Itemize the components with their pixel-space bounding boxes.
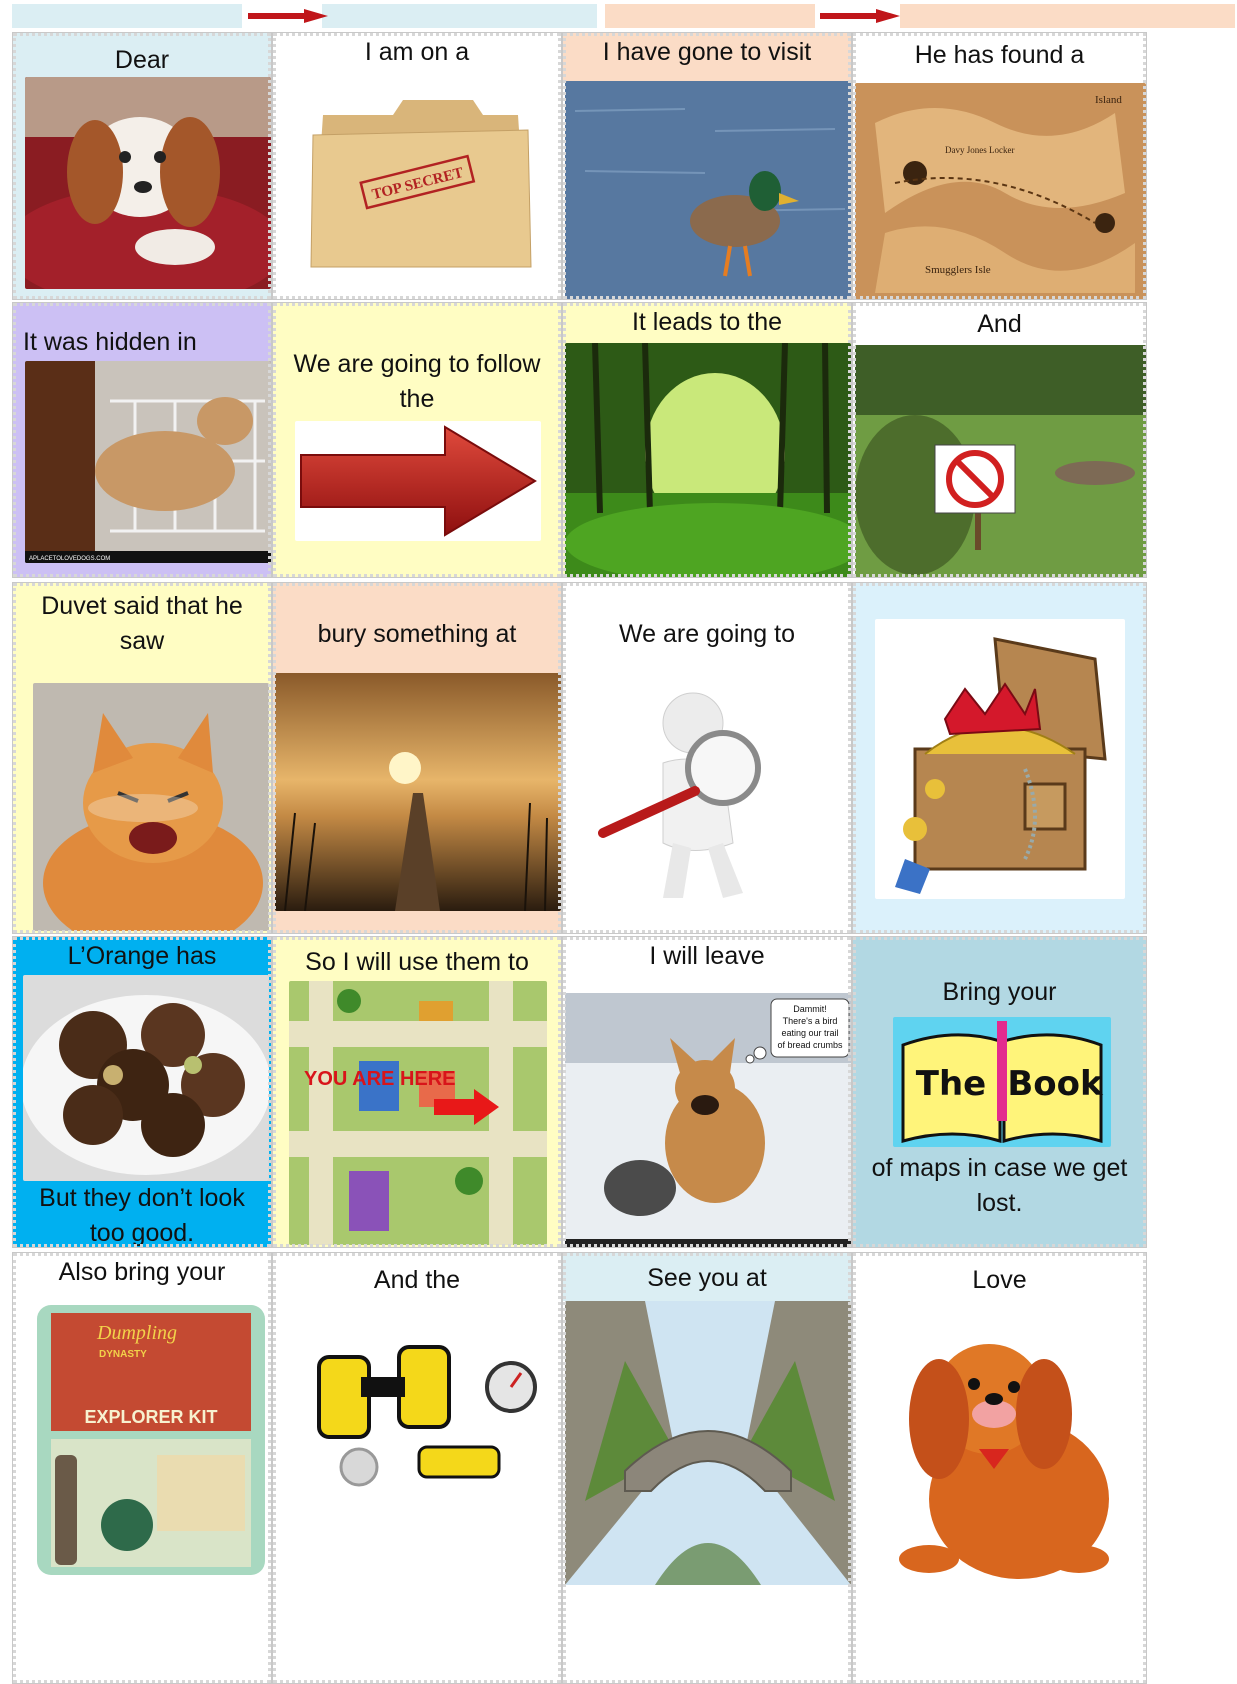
card-caption: See you at: [647, 1264, 767, 1292]
bridge-photo: [565, 1301, 851, 1585]
cartoon-dog-picture: [869, 1309, 1139, 1589]
card-bridge: [562, 1252, 852, 1684]
card-follow-arrow: [272, 302, 562, 578]
dishwasher-photo: [25, 361, 271, 563]
card-caption: He has found a: [914, 41, 1085, 69]
muffins-photo: [23, 975, 269, 1181]
treasure-map-picture: [855, 83, 1146, 299]
card-caption: Dear: [114, 46, 170, 74]
duck-on-water-icon: [565, 81, 851, 299]
snow-puppy-photo: [565, 993, 851, 1247]
card-top-secret: [272, 32, 562, 300]
book-word-the: The: [915, 1064, 987, 1104]
angry-cat-photo: [33, 683, 269, 931]
stone-bridge-gorge-icon: [565, 1301, 851, 1585]
town-map-picture: [289, 981, 547, 1245]
magnifier-figure-picture: [583, 683, 783, 905]
hissing-cat-icon: [33, 683, 269, 931]
card-caption: L’Orange has: [67, 942, 217, 970]
forest-icon: [565, 343, 851, 577]
card-dear: [12, 32, 272, 300]
forest-photo: [565, 343, 851, 577]
cat-and-no-dogs-sign-icon: [855, 345, 1146, 577]
card-love: [852, 1252, 1147, 1684]
map-label: Island: [1095, 94, 1122, 106]
card-duvet-saw: [12, 582, 272, 934]
cartoon-spaniel-icon: [869, 1309, 1139, 1589]
card-caption-bottom: of maps in case we get lost.: [871, 1154, 1128, 1217]
puppy-and-cat-in-snow-icon: [565, 993, 851, 1247]
explorer-kit-tin-icon: [37, 1305, 265, 1575]
card-caption: And the: [373, 1266, 461, 1294]
top-arrow-left-icon: [248, 9, 328, 23]
card-sunset-jetty: [272, 582, 562, 934]
photo-credit: APLACETOLOVEDOGS.COM: [29, 556, 111, 562]
treasure-chest-picture: [875, 619, 1125, 899]
card-caption: We are going to: [618, 620, 796, 648]
card-muffins: [12, 936, 272, 1248]
card-map: [852, 32, 1147, 300]
spaniel-photo: [25, 77, 271, 289]
duck-photo: [565, 81, 851, 299]
speech-line: eating our trail: [781, 1028, 839, 1038]
book-word-book: Book: [1007, 1064, 1103, 1104]
arrow-picture: [295, 421, 541, 541]
puppy-in-dishwasher-icon: [25, 361, 271, 563]
card-town-map: [272, 936, 562, 1248]
card-caption: I am on a: [364, 38, 470, 66]
open-book-icon: [893, 1017, 1111, 1147]
tin-label: DYNASTY: [99, 1349, 147, 1360]
explorer-kit-photo: [37, 1305, 265, 1575]
speech-line: Dammit!: [793, 1004, 827, 1014]
card-caption: I have gone to visit: [602, 38, 812, 66]
treasure-map-icon: [855, 83, 1146, 299]
spaniel-on-cushion-icon: [25, 77, 271, 289]
card-treasure-chest: [852, 582, 1147, 934]
card-caption: And: [977, 310, 1022, 338]
binoculars-picture: [299, 1337, 549, 1507]
card-caption: It leads to the: [631, 308, 783, 336]
card-caption: We are going to follow the: [293, 350, 541, 413]
folder-picture: [303, 85, 533, 275]
top-bar-right: [605, 4, 1235, 28]
card-duck: [562, 32, 852, 300]
card-caption: Also bring your: [58, 1258, 226, 1286]
card-forest: [562, 302, 852, 578]
story-card-grid: [12, 32, 1232, 1684]
card-binoculars: [272, 1252, 562, 1684]
tin-label: Dumpling: [97, 1322, 177, 1344]
book-picture: [893, 1017, 1111, 1147]
card-hidden-in: [12, 302, 272, 578]
speech-line: of bread crumbs: [777, 1040, 843, 1050]
binoculars-compass-torch-icon: [299, 1337, 549, 1507]
map-label: Davy Jones Locker: [945, 145, 1015, 155]
no-dogs-photo: [855, 345, 1146, 577]
card-caption: I will leave: [649, 942, 765, 970]
red-arrow-icon: [295, 421, 541, 541]
top-arrow-right-icon: [820, 9, 900, 23]
speech-line: There's a bird: [782, 1016, 838, 1026]
card-and-cat: [852, 302, 1147, 578]
sunset-jetty-icon: [275, 673, 561, 911]
card-caption: Duvet said that he saw: [41, 592, 243, 655]
sunset-photo: [275, 673, 561, 911]
card-caption: So I will use them to: [305, 948, 529, 976]
card-caption: bury something at: [317, 620, 517, 648]
card-search: [562, 582, 852, 934]
card-explorer-kit: [12, 1252, 272, 1684]
card-caption: Love: [972, 1266, 1027, 1294]
town-map-icon: [289, 981, 547, 1245]
top-secret-stamp: TOP SECRET: [370, 164, 466, 204]
card-caption: It was hidden in: [23, 328, 197, 356]
tin-label: EXPLORER KIT: [84, 1407, 218, 1427]
plate-of-muffins-icon: [23, 975, 269, 1181]
card-the-book: [852, 936, 1147, 1248]
card-leave-crumbs: [562, 936, 852, 1248]
card-caption-bottom: But they don’t look too good.: [39, 1184, 245, 1247]
magnifying-glass-figure-icon: [583, 683, 783, 905]
you-are-here-label: YOU ARE HERE: [304, 1068, 456, 1090]
folder-icon: [303, 85, 533, 275]
treasure-chest-icon: [875, 619, 1125, 899]
card-caption: Bring your: [942, 978, 1057, 1006]
map-label: Smugglers Isle: [925, 264, 991, 276]
